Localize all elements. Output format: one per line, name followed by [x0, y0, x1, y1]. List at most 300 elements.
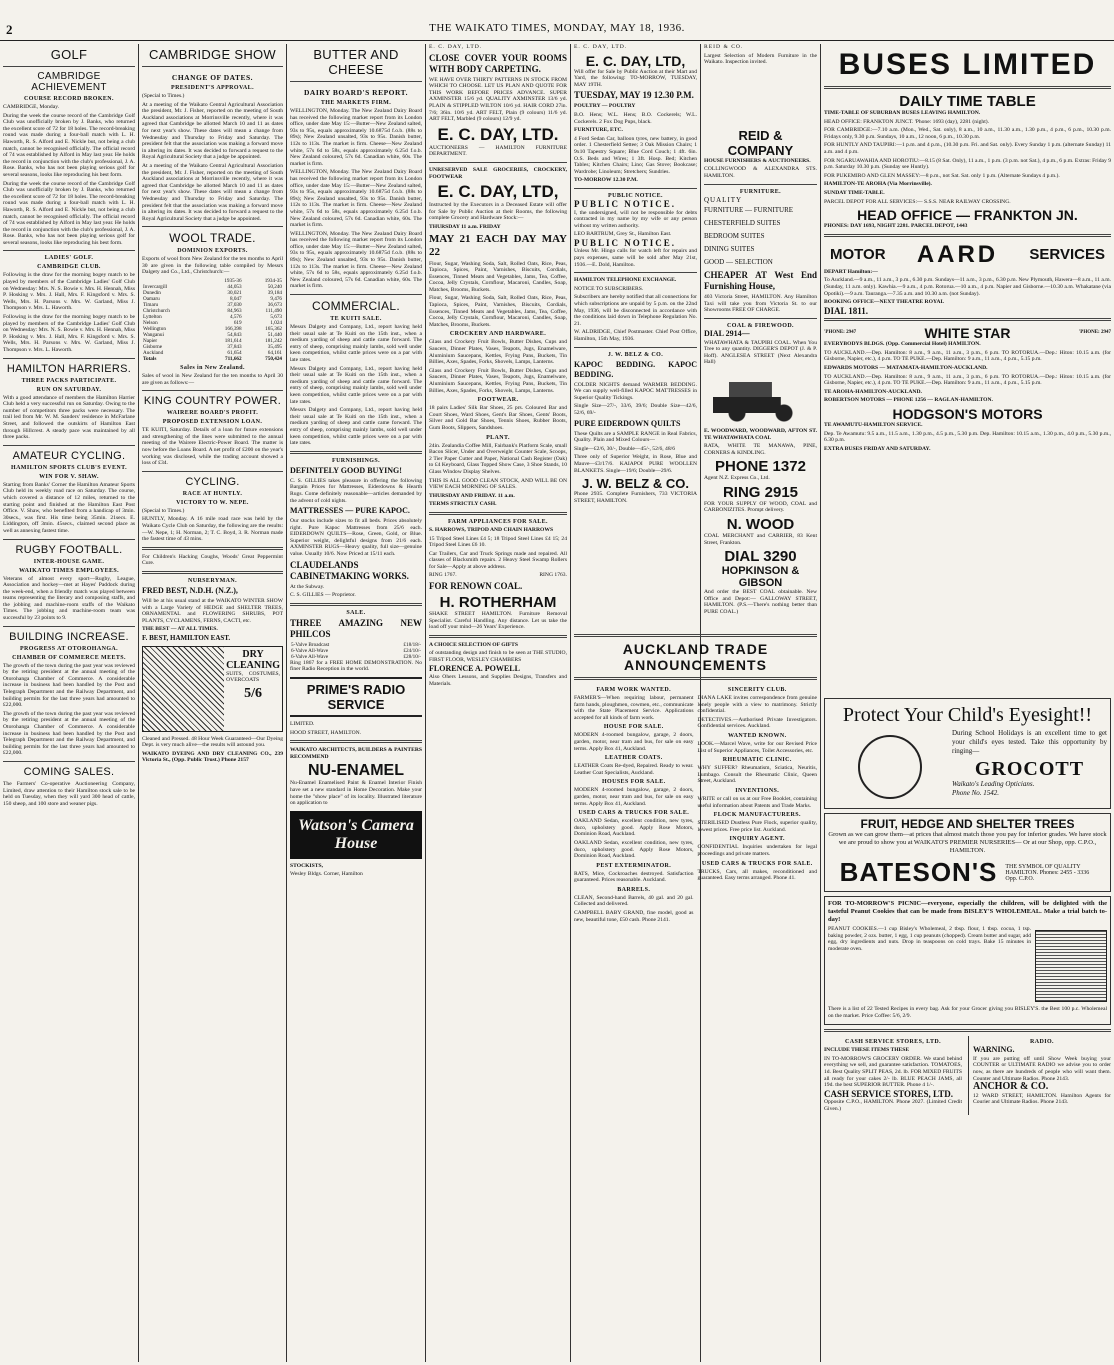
- used-cars-text: TRUCKS, Cars, all makes, reconditioned and guaranteed. Easy terms arranged. Phone 41.: [697, 868, 817, 882]
- cycling2-text: HUNTLY, Monday. A 16 mile road race was held by the Waikato Cycle Club on Saturday, the following are the results:—W. Nepe, 1; H. Norman, 2; T. C. Boyd, 3. R. Norman made the fastest time of 43 mins.: [142, 516, 283, 543]
- nursery-name: FRED BEST, N.D.H. (N.Z.),: [142, 585, 238, 595]
- furnishings-label: FURNISHINGS.: [332, 457, 380, 464]
- sale-days: THURSDAY 11 a.m. FRIDAY: [429, 223, 501, 230]
- exchange-sub: NOTICE TO SUBSCRIBERS.: [574, 285, 644, 292]
- farm-appliances-heading: FARM APPLIANCES FOR SALE.: [448, 518, 548, 525]
- public-notice-heading: PUBLIC NOTICE.: [574, 198, 677, 209]
- ecday-label-top-2: E. C. DAY, LTD.: [574, 44, 628, 50]
- nu-enamel-heading: NU-ENAMEL: [308, 762, 404, 780]
- auckland-trade-section: [571, 630, 820, 1362]
- table-cell: 165,362: [265, 326, 282, 333]
- public-notice-heading-2: PUBLIC NOTICE.: [574, 237, 677, 248]
- wool-col-header: 1934-35: [264, 278, 282, 285]
- inventions-text: WRITE or call on us at our Free Booklet, containing useful information about Patents and Trade Marks.: [697, 795, 817, 809]
- coming-sales-heading: COMING SALES.: [23, 765, 115, 778]
- table-cell: Invercargill: [143, 284, 168, 291]
- bus-route-1: FOR CAMBRIDGE:—7.10 a.m. (Mon., Wed., Sat. only), 8 a.m., 10 a.m., 11.30 a.m., 1.30 p.m., 4 p.m., 6 p.m., 10.30 p.m. Fridays only, 9.30 p.m. Sundays, 10 a.m., 12 noon, 6 p.m., 10.30 p.m.: [824, 127, 1111, 140]
- cash-service-ad: [824, 1036, 962, 1114]
- house-sale-text-2: MODERN 4-roomed bungalow, garage, 2 doors, garden, motor, near tram and bus, for sale on easy terms. Apply Box 41, Auckland.: [574, 787, 694, 807]
- inquiry-text: CONFIDENTIAL Inquiries undertaken for legal proceedings and private matters.: [697, 844, 817, 857]
- rotherham-text: SHAKE STREET HAMILTON. Furniture Removal Specialist. Careful Handling. Any distance. Let us take the load off your mind—26 Years' Experience.: [429, 611, 567, 631]
- wanted-heading: WANTED KNOWN.: [727, 732, 787, 739]
- westend-heading: CHEAPER AT West End Furnishing House,: [704, 270, 817, 292]
- commercial-heading: COMMERCIAL.: [312, 299, 400, 314]
- table-cell: 166,398: [224, 326, 242, 333]
- head-office-heading: HEAD OFFICE — FRANKTON JN.: [857, 207, 1078, 224]
- wool-heading: WOOL TRADE.: [169, 231, 256, 246]
- sunday-timetable: SUNDAY TIME-TABLE.: [824, 189, 885, 196]
- ecday-label-top: E. C. DAY, LTD.: [429, 44, 483, 50]
- table-cell: 51,440: [267, 332, 282, 339]
- cycling-sub2: WIN FOR V. SHAW.: [39, 473, 99, 480]
- belz-heading: J. W. BELZ & CO.: [582, 476, 689, 492]
- n-wood-heading: N. WOOD: [726, 516, 795, 534]
- furniture-line-3: BEDROOM SUITES: [704, 232, 765, 241]
- kapoc-text: COLDER NIGHTS demand WARMER BEDDING. We can supply well-filled KAPOC MATTRESSES in Superior Quality Tickings.: [574, 381, 697, 401]
- rheumatic-heading: RHEUMATIC CLINIC.: [722, 757, 792, 764]
- leather-text: LEATHER Coats Re-dyed, Repaired. Ready to wear. Leather Coat Specialists, Auckland.: [574, 763, 694, 776]
- grocott-illustration: [828, 729, 952, 805]
- table-cell: Wellington: [143, 326, 166, 333]
- farm-work-text: FARMER'S—When requiring labour, permanent farm hands, ploughmen, cowmen, etc., communicate with the State Placement Service. Applications accepted for all kinds of farm work.: [574, 695, 694, 721]
- ecday-sub: AUCTIONEERS — HAMILTON FURNITURE DEPARTMENT.: [429, 144, 567, 158]
- daily-timetable-heading: DAILY TIME TABLE: [899, 93, 1036, 110]
- may-dates: MAY 21 EACH DAY MAY 22: [429, 232, 567, 258]
- show-special: (Special to Times.): [142, 93, 185, 99]
- bus-route-4: FOR PUKEMIRO AND GLEN MASSEY:—8 p.m., not Sat. Sat. only 1 p.m. (Alternate Sundays 4 p.m.).: [824, 172, 1060, 179]
- table-cell: Gisborne: [143, 344, 163, 351]
- power-text: TE KUITI, Saturday. Details of a loan for future extensions and strengthening of the lines were submitted to the annual meeting of the Wairere Electric-Power Board. The matter is now before the Loans Board. A net profit of £200 on the year's working was disclosed, while the trading account showed a loss of £34.: [142, 427, 283, 467]
- hopkinson-text: And order the BEST COAL obtainable. New Office and Depot:— GALLOWAY STREET, HAMILTON. (P.S.—There's nothing better than PURE COAL.): [704, 589, 817, 616]
- harriers-sub: THREE PACKS PARTICIPATE.: [21, 377, 117, 384]
- table-cell: 9,476: [270, 296, 282, 303]
- claudelands-heading: CLAUDELANDS CABINETMAKING WORKS.: [290, 559, 409, 581]
- sale-time: TO-MORROW 12.30 P.M.: [574, 177, 638, 184]
- table-cell: 5-Valve Broadcast: [291, 641, 330, 648]
- cash-service-text: IN TO-MORROW'S GROCERY ORDER. We stand behind everything we sell, and guarantee satisfaction. TOMATOES, 1d. Best Quality SPLIT PEAS, 2d. lb. FOR MIXED FRUITS all ready for your cakes 2/- lb. BLUE PEACH JAMS, all 19d. the best SUPERIOR BUTTER. Phone 4 1/-.: [824, 1055, 962, 1089]
- furniture-line-1: FURNITURE — FURNITURE: [704, 206, 794, 215]
- edwards-motors: EDWARDS MOTORS — MATAMATA-HAMILTON-AUCKLAND.: [824, 365, 988, 372]
- cycling2-sub2: VICTORY TO W. NEPE.: [176, 499, 249, 506]
- dry-cleaning-items: SUITS, COSTUMES, OVERCOATS: [226, 670, 280, 684]
- show-sub: CHANGE OF DATES.: [171, 73, 254, 82]
- edwards-text: TO AUCKLAND.—Dep. Hamilton: 8 a.m., 9 a.m., 11 a.m., 3 p.m., 6 p.m. TO ROTORUA.—Dep.: Hiton: 10.15 a.m. (for Gisborne, Napier, etc.), 4 p.m. TO TE PUKE.—Dep. Hamilton: 9 a.m., 11 a.m., 4 p.m., 5.15 p.m.: [824, 373, 1111, 387]
- table-cell: 44,053: [227, 284, 242, 291]
- terms-text: THIS IS ALL GOOD CLEAN STOCK, AND WILL BE ON VIEW EACH MORNING OF SALES.: [429, 477, 567, 491]
- commercial-text: Messrs Dalgety and Company, Ltd., report having held their usual sale at Te Kuiti on the 15th inst., when a medium yarding of sheep and cattle came forward. The entry of sheep, comprising mainly lambs, sold well under keen competition, whilst cattle prices were on a par with late rates.: [290, 324, 422, 363]
- radio-text: If you are putting off until Show Week buying your COUNTER or ULTIMATE RADIO we advise you to order now, as there are hundreds of people who will want them. Counter and Ultimate Radios. Phone 2143.: [973, 1055, 1111, 1082]
- delivery-truck-illustration: [704, 369, 817, 425]
- table-cell: 37,030: [227, 302, 242, 309]
- detectives-text: DETECTIVES.—Authorised Private Investigators. Confidential services. Auckland.: [697, 716, 817, 730]
- furniture-text: 4 Ford Sedan Car, balloon tyres, new battery, in good order. 1 Chesterfield Settee; 3 Oak Mission Chairs; 1 9x10 Tapestry Square; Blue Cord Couch; 1 4ft. 6in. O.S. Beds and Wires; 1 3ft. Hosp. Bed; Kitchen Tables; Kitchen Chairs; Lino; Gas Stove; Bookcase; Wardrobe; Linoleum; Stretchers; Sundries.: [574, 135, 697, 175]
- grocott-name: GROCOTT: [974, 758, 1085, 780]
- dry-cleaning-illustration: [143, 647, 224, 731]
- everybodys-bldgs: EVERYBODYS BLDGS. (Opp. Commercial Hotel) HAMILTON.: [824, 341, 981, 348]
- rugby-sub2: WAIKATO TIMES EMPLOYEES.: [18, 567, 120, 574]
- column-buses: [821, 44, 1114, 694]
- show-text-cont: At a meeting of the Waikato Central Agricultural Association the president, Mr. J. Fisher, reported on the meeting of South Auckland associations at Morrinsville recently, where it was agreed that Cambridge be allotted March 10 and 11 as dates for next year's show. These dates will mean a change from Wednesday and Thursday to Friday and Saturday. The president felt that the association was making a forward move in altering its dates. It was decided to forward a request to the Royal Agricultural Society that a judge be appointed.: [142, 162, 283, 222]
- belz-address: Phone 2935. Complete Furnishers, 733 VICTORIA STREET, HAMILTON.: [574, 491, 697, 504]
- gifts-name: FLORENCE A. POWELL: [429, 663, 520, 673]
- white-star-phone-right: 'PHONE: 2947: [1078, 330, 1111, 336]
- coal-phone-1: RING 1767.: [429, 572, 457, 579]
- footwear-heading: FOOTWEAR.: [477, 397, 519, 404]
- picnic-footer: There is a list of 22 Tested Recipes in every bag. Ask for your Grocer giving you BISLEY'S. the Best 100 p.c. Wholemeal on the market. Price Coffee: 5/6, 2/9.: [828, 1006, 1107, 1019]
- page-number: 2: [6, 22, 13, 37]
- woods-cure-ad: For Children's Hacking Coughs, Woods' Great Peppermint Cure.: [142, 553, 283, 567]
- reid-intro: Largest Selection of Modern Furniture in the Waikato. Inspection invited.: [704, 52, 817, 66]
- nursery-text: Will be at his usual stand at the WAIKATO WINTER SHOW with a Large Variety of HEDGE and SHELTER TREES, ORNAMENTAL and FLOWERING SHRUBS, POT PLANTS, CYCLAMENS, FERNS, CACTI, etc.: [142, 597, 283, 624]
- gillies-text: C. S. GILLIES takes pleasure in offering the following Bargain Prices for Mattresses, Eiderdowns & Hearth Rugs. Come definitely reasonable—articles demanded by the advent of cold nights.: [290, 477, 422, 504]
- booking-office: BOOKING OFFICE—NEXT THEATRE ROYAL: [824, 299, 945, 306]
- table-cell: 84,963: [227, 308, 242, 315]
- harriers-heading: HAMILTON HARRIERS.: [6, 362, 132, 375]
- coal-phones: [429, 572, 567, 581]
- dry-cleaning-title: DRY CLEANING: [226, 648, 281, 671]
- table-cell: Nelson: [143, 320, 158, 327]
- table-cell: 111,490: [265, 308, 282, 315]
- gillies-heading: DEFINITELY GOOD BUYING!: [290, 465, 402, 475]
- rheumatic-text: WHY SUFFER? Rheumatism, Sciatica, Neuritis, Lumbago. Consult the Rheumatic Clinic, Queen Street, Auckland.: [697, 765, 817, 785]
- gifts-sub: Also Ohers Lessons, and Supplies Designs, Transfers and Materials.: [429, 674, 567, 687]
- radio-warning: WARNING.: [973, 1045, 1015, 1055]
- table-cell: 1,024: [270, 320, 282, 327]
- table-cell: £24/10/-: [403, 647, 421, 654]
- plant-text: 24in. Zealandia Coffee Mill, Fairbank's Platform Scale, small Bacon Slicer, Under and Overweight Counter Scale, Scoops, 2 Tier Paper Cutter and Paper, National Cash Register (Oak) to £4 Keyboard, Glass Topped Show Case, 3 Shoe Stands, 10 Glass Window Display Shelves.: [429, 442, 567, 475]
- coal-text: WHATAWHATA & TAUPIRI COAL. When You Tree to any quantity. DIGGER'S DEPOT (J. & P. Hoff). ANGLESEA STREET (Next Alexandra Hall): [704, 339, 817, 366]
- exchange-sig: W. ALDRIDGE, Chief Postmaster. Chief Post Office, Hamilton, 15th May, 1936.: [574, 329, 697, 342]
- harrows-heading: S. HARROWS, TRIPOD AND CHAIN HARROWS: [429, 526, 554, 533]
- eiderdown-prices: Single—£2/6, 30/-, Double—45/-, 52/6, 48/6: [574, 445, 675, 452]
- quality-heading: QUALITY: [704, 195, 743, 204]
- butter-sub: DAIRY BOARD'S REPORT.: [304, 88, 408, 97]
- sale-dates: THURSDAY AND FRIDAY. 11 a.m.: [429, 492, 515, 499]
- grocott-phone: Phone No. 1542.: [952, 788, 1000, 797]
- cash-stores-heading: CASH SERVICE STORES, LTD.: [824, 1088, 953, 1099]
- nu-enamel-label: WAIKATO ARCHITECTS, BUILDERS & PAINTERS RECOMMEND: [290, 747, 422, 760]
- commercial-text-cont2: Messrs Dalgety and Company, Ltd., report having held their usual sale at Te Kuiti on the 15th inst., when a medium yarding of sheep and cattle came forward. The entry of sheep, comprising mainly lambs, sold well under keen competition, whilst cattle prices were on a par with late rates.: [290, 407, 422, 447]
- table-cell: 4,576: [229, 314, 242, 321]
- footwear-text: 18 pairs Ladies' Silk Bar Shoes, 25 prs. Coloured Bar and Court Shoes, Ward Shoes, Gent's Bar Shoes, Gents' Boots, Silver and Gold Bar Shoes, Tennis Shoes, Rubber Boots, Gum Boots, Slippers, Sandshoes.: [429, 405, 567, 431]
- bus-route-2: FOR HUNTLY AND TAUPIRI:—1 p.m. and 4 p.m., (10.30 p.m. Fri. and Sat. only). Every Sunday 1 p.m. (alternate Sunday) 11 a.m. and 4 p.m.: [824, 142, 1111, 155]
- exchange-text: Subscribers are hereby notified that all connections for which subscriptions are unpaid by 5 p.m. on the 22nd May, 1936, will be disconnected in accordance with the conditions laid down in Telephone Regulation No. 21.: [574, 294, 697, 327]
- table-cell: 64,161: [267, 350, 282, 357]
- westend-address: 403 Victoria Street, HAMILTON. Any Hamilton Taxi will take you from Victoria St. to our Showrooms FREE OF CHARGE.: [704, 294, 817, 314]
- commercial-sub: TE KUITI SALE.: [330, 316, 382, 323]
- eiderdown-heading: PURE EIDERDOWN QUILTS: [574, 418, 681, 428]
- building-sub2: CHAMBER OF COMMERCE MEETS.: [12, 654, 126, 661]
- table-cell: 30,021: [227, 290, 242, 297]
- hodgson-sub: TE AWAMUTU-HAMILTON SERVICE.: [824, 422, 923, 429]
- trucks-text: Car Trailers, Car and Truck Springs made and repaired. All classes of Blacksmith repairs. 2 Heavy Steel Swamp Rollers for Sale—Apply at above address.: [429, 550, 567, 570]
- gifts-text: of outstanding design and finish to be seen at THE STUDIO, FIRST FLOOR, WESLEY CHAMBERS: [429, 650, 567, 664]
- used-cars-heading: USED CARS & TRUCKS FOR SALE.: [701, 860, 813, 867]
- column-right-ads: [821, 694, 1114, 1362]
- furniture-line-4: DINING SUITES: [704, 245, 755, 254]
- column-show-wool: [139, 44, 286, 1362]
- nursery-visit: THE BEST — AT ALL TIMES.: [142, 626, 218, 633]
- bisleys-ad: [824, 896, 1111, 1025]
- batesons-ad: [824, 813, 1111, 892]
- robertson-motors: ROBERTSON MOTORS — PHONE 1256 — RAGLAN-HAMILTON.: [824, 397, 993, 404]
- claudelands-prop: C. S. GILLIES — Proprietor.: [290, 592, 356, 599]
- te-aroha-heading: HAMILTON-TE AROHA (Via Morrinsville).: [824, 181, 932, 188]
- nurseryman-label: NURSERYMAN.: [187, 577, 238, 584]
- table-cell: 35,495: [267, 344, 282, 351]
- butter-text-cont: WELLINGTON, Monday. The New Zealand Dairy Board has received the following market report from its London office, under date May 15:—Butter—New Zealand salted, 93s to 95s, equals approximately 10.6875d f.o.b. (88s to 89s); New Zealand unsalted, 93s to 95s. Danish butter, 112s to 113s. The market is firm. Cheese—New Zealand white, 57s 6d to 58s, equals approximately 6.25d f.o.b. New Zealand coloured, 57s 6d. Canadian white, 60s. The market is firm.: [290, 169, 422, 229]
- philco-text: Ring 1867 for a FREE HOME DEMONSTRATION. No finer Radio Reception in the world.: [290, 659, 422, 673]
- services-label: SERVICES: [1029, 246, 1105, 264]
- column-reid-coal: [701, 44, 820, 624]
- bus-route-3: FOR NGARUAWAHIA AND HOROTIU:—8.15 (8 Sat. Only), 11 a.m., 1 p.m. (3 p.m. not Sat.), 4 p.m., 6 p.m. Extras: Friday 9 p.m. Saturday 10.30 p.m. (Sunday see Huntly).: [824, 157, 1111, 171]
- tuesday-date: TUESDAY, MAY 19 12.30 P.M.: [574, 90, 694, 101]
- fruit-trees-heading: FRUIT, HEDGE AND SHELTER TREES: [860, 817, 1075, 831]
- table-cell: 5,673: [270, 314, 282, 321]
- watsons-sub: STOCKISTS,: [290, 862, 324, 869]
- anchor-heading: ANCHOR & CO.: [973, 1081, 1049, 1093]
- harrows-text: 15 Tripod Steel Lines £4 5; 18 Tripod Steel Lines £4 15; 24 Tripod Steel Lines £6 10.: [429, 535, 567, 549]
- building-heading: BUILDING INCREASE.: [9, 630, 129, 643]
- butter-text-cont2: WELLINGTON, Monday. The New Zealand Dairy Board has received the following market report from its London office, under date May 15:—Butter—New Zealand salted, 93s to 95s, equals approximately 10.6875d f.o.b. (88s to 89s); New Zealand unsalted, 93s to 95s. Danish butter, 112s to 113s. The market is firm. Cheese—New Zealand white, 57s 6d to 58s, equals approximately 6.25d f.o.b. New Zealand coloured, 57s 6d. Canadian white, 60s. The market is firm.: [290, 230, 422, 290]
- reid-address: COLLINGWOOD & ALEXANDRA STS. HAMILTON.: [704, 166, 817, 179]
- mattress-heading: MATTRESSES — PURE KAPOC.: [290, 506, 410, 516]
- cycling-sub: HAMILTON SPORTS CLUB'S EVENT.: [11, 464, 127, 471]
- table-cell: Wanganui: [143, 332, 164, 339]
- dry-cleaning-price: 5/6: [244, 685, 262, 701]
- table-cell: Auckland: [143, 350, 164, 357]
- ring-text: FOR YOUR SUPPLY OF WOOD, COAL and CARBONIZITES. Prompt delivery.: [704, 500, 817, 514]
- batesons-sub: THE SYMBOL OF QUALITY HAMILTON. Phones: 2455 - 3336 Opp. C.P.O.: [1005, 863, 1090, 882]
- rugby-text: Veterans of almost every sport—Rugby, League, Association and hockey—met at Hayes' Paddock during the week-end, when a friendly match was played between teams representing the literary and composing staffs, and the jobbing and machine-room staffs of the Waikato Times. The jobbing and machine-room team was successful by 23 points to 9.: [3, 575, 135, 622]
- exchange-heading: HAMILTON TELEPHONE EXCHANGE.: [574, 277, 677, 284]
- coming-sales-text: The Farmers' Co-operative Auctioneering Company, Limited, draw attention to their Hamilton stock sale to be held on Tuesday, when they will yard 300 head of cattle, 150 sheep, and 100 store and weaner pigs.: [3, 780, 135, 807]
- buses-phones: PHONES: DAY 1693, NIGHT 2281. PARCEL DEPOT, 1443: [824, 223, 968, 230]
- buses-limited-heading: BUSES LIMITED: [838, 48, 1097, 81]
- wool-sales-text: Sales of wool in New Zealand for the ten months to April 30 are given as follows:—: [142, 373, 283, 386]
- cash-service-label: CASH SERVICE STORES, LTD.: [845, 1039, 941, 1046]
- instructed-text: Instructed by the Executors in a Deceased Estate will offer for Sale by Public Auction at their Rooms, the following complete Grocery and Hardware Stock:—: [429, 202, 567, 222]
- coal-dial: DIAL 2914—: [704, 328, 750, 338]
- table-cell: Oamaru: [143, 296, 160, 303]
- belz-label: J. W. BELZ & CO.: [607, 351, 664, 358]
- table-cell: 54,843: [227, 332, 242, 339]
- table-cell: 619: [233, 320, 242, 327]
- philco-heading: THREE AMAZING NEW PHILCOS: [290, 617, 422, 639]
- coal-firewood-label: COAL & FIREWOOD.: [727, 322, 794, 329]
- sale-label: SALE.: [346, 609, 366, 616]
- baby-grand-text: CAMPBELL BABY GRAND, fine model, good as new, beautiful tone, £50 cash. Phone 2141.: [574, 910, 694, 923]
- groceries-text: Flour, Sugar, Washing Soda, Salt, Rolled Oats, Rice, Peas, Tapioca, Spices, Paint, Varnishes, Biscuits, Cordials, Essences, Tinned Meats and Vegetables, Jams, Tea, Coffee, Cocoa, Jelly Crystals, Cornflour, Macaroni, Candles, Soap, Matches, Brooms, Buckets.: [429, 260, 567, 293]
- power-sub: WAIRERE BOARD'S PROFIT.: [166, 410, 259, 417]
- blankets-text: Three only of Superior Weight, in Rose, Blue and Mauve—£3/17/6. KAIAPOI PURE WOOLLEN BLANKETS. Single—19/6; Double—29/6.: [574, 454, 697, 474]
- suburban-heading: TIME-TABLE OF SUBURBAN BUSES LEAVING HAMILTON.: [824, 110, 981, 116]
- building-sub: PROGRESS AT OTOROHANGA.: [19, 645, 119, 652]
- gifts-heading: A CHOICE SELECTION OF GIFTS: [429, 641, 519, 648]
- sincerity-text: DIANA LAKE invites correspondence from genuine lonely people with a view to matrimony. Strictly confidential.: [697, 695, 817, 715]
- table-cell: 6-Valve All-Wave: [291, 647, 329, 654]
- sincerity-heading: SINCERITY CLUB.: [727, 687, 787, 693]
- column-dairy-commercial: [287, 44, 425, 1362]
- butter-sub2: THE MARKETS FIRM.: [320, 100, 392, 106]
- carpet-text: WE HAVE OVER THIRTY PATTERNS IN STOCK FROM WHICH TO CHOOSE. LET US PLAN AND QUOTE FOR THIS WORK BEFORE PRICES ADVANCE. SUPER AXMINSTER 15/6 yd. QUALITY AXMINSTER 13/6 yd. PLAIN & STIPPLED WILTON 10/6 yd. HAIR CORD 27in. 7/6; 36in. 10/6 yd. ART FELT, Plain (9 colours) 11/6 yd. ART FELT, Marbled (9 colours) 12/9 yd.: [429, 76, 567, 123]
- watsons-camera-house: Watson's Camera House: [290, 811, 422, 859]
- nu-enamel-text: Nu-Enamel Enamelised Paint & Enamel Interior Finish have set a new standard in Home Decoration. Make your home the "show place" of its locality. Illustrated literature on application to: [290, 780, 422, 807]
- claudelands-sub: At the Subway.: [290, 583, 325, 590]
- cambridge-club-sub: CAMBRIDGE CLUB.: [37, 264, 101, 271]
- aard-logo: AARD: [916, 240, 999, 268]
- show-text: At a meeting of the Waikato Central Agricultural Association the president, Mr. J. Fisher, reported on the meeting of South Auckland associations at Morrinsville recently, where it was agreed that Cambridge be allotted March 10 and 11 as dates for next year's show. These dates will mean a change from Wednesday and Thursday to Friday and Saturday. The president felt that the association was making a forward move in altering its dates. It was decided to forward a request to the Royal Agricultural Society that a judge be appointed.: [142, 101, 283, 161]
- cambridge-achievement-heading: CAMBRIDGE ACHIEVEMENT: [31, 71, 107, 93]
- leather-heading: LEATHER COATS.: [604, 755, 663, 762]
- furniture-label: FURNITURE.: [739, 188, 782, 195]
- farm-work-heading: FARM WORK WANTED.: [596, 687, 672, 693]
- aard-services-banner: [824, 241, 1111, 269]
- picnic-heading: FOR TO-MORROW'S PICNIC—everyone, especially the children, will be delighted with the tasteful Peanut Cookies that can be made from BISLEY'S WHOLEMEAL. Make a trial batch to-day!: [828, 900, 1107, 923]
- dry-cleaning-ad: [142, 646, 283, 732]
- building-text: The growth of the town during the past year was reviewed by the retiring president at the annual meeting of the Otorohanga Chamber of Commerce. A considerable increase in business had been handled by the Post and Telegraph Department and the Railway Department, and building permits for the last three years had amounted to £22,000.: [3, 662, 135, 709]
- hodgson-extra: EXTRA BUSES FRIDAY AND SATURDAY.: [824, 445, 931, 452]
- spectacles-icon: [858, 735, 922, 799]
- watsons-address: Wesley Bldgs. Corner, Hamilton: [290, 871, 363, 878]
- crockery-text: Glass and Crockery Fruit Bowls, Butter Dishes, Cups and Saucers, Dinner Plates, Vases, Teapots, Jugs, Enamelware, Aluminium Saucepans, Kettles, Frying Pans, Buckets, Tin Billies, Axes, Spades, Forks, Shovels, Lamps, Lanterns.: [429, 339, 567, 366]
- course-record-sub: COURSE RECORD BROKEN.: [24, 96, 114, 102]
- newspaper-title: THE WAIKATO TIMES, MONDAY, MAY 18, 1936.: [429, 22, 685, 34]
- primes-address: HOOD STREET, HAMILTON.: [290, 729, 362, 736]
- phone-1372: PHONE 1372: [715, 458, 806, 476]
- wool-text: Exports of wool from New Zealand for the ten months to April 30 are given in the following table compiled by Messrs Dalgety and Co., Ltd., Christchurch:—: [142, 256, 283, 276]
- table-cell: Timaru: [143, 302, 159, 309]
- n-wood-text: COAL MERCHANT and CARRIER, 83 Kent Street, Frankton.: [704, 533, 817, 546]
- renown-coal: FOR RENOWN COAL.: [429, 581, 523, 592]
- dry-cleaning-details: Cleaned and Pressed. 48 Hour Week Guaranteed—Our Dyeing Dept. is very much alive—the results will astound you.: [142, 735, 283, 749]
- nursery-address: F. BEST, HAMILTON EAST.: [142, 633, 231, 642]
- mattress-text: Our stocks include sizes to fit all beds. Prices absolutely right. Pure Kapoc Mattresses from 25/6 each. EIDERDOWN QUILTS—Rose, Green, Gold, or Blue. Superior weight, delightful designs from 21/6 each. AXMINSTER RUGS—Heavy quality, full size—genuine value. Usually 10/6. Now Priced at 15/11 each.: [290, 518, 422, 558]
- table-cell: Christchurch: [143, 308, 170, 315]
- offer-text: Will offer for Sale by Public Auction at their Mart and Yard, the following: TO-MORROW, TUESDAY, MAY 19TH.: [574, 68, 697, 88]
- radio-label: RADIO.: [1030, 1039, 1054, 1046]
- white-star-logo: WHITE STAR: [924, 325, 1011, 342]
- peanut-cookies-recipe: PEANUT COOKIES.—1 cup Bisley's Wholemeal, 2 tbsp. flour, 1 tbsp. cocoa, 1 tsp. baking powder, 2 ozs. butter, 1 egg, 1 cup peanuts (chopped). Cream butter and sugar, add egg, dry ingredients and nuts. Drop in teaspoons on cold trays. Bake 15 minutes in moderate oven.: [828, 926, 1031, 952]
- masthead: [0, 22, 1114, 41]
- column-ecday-auctions: [426, 44, 570, 1362]
- power-sub2: PROPOSED EXTENSION LOAN.: [162, 419, 263, 426]
- column-sports: [0, 44, 138, 1362]
- ladies-golf-text-cont: Following is the draw for the morning bogey match to be played by members of the Cambridge Ladies' Golf Club on Wednesday: Mrs. N. S. Bowie v. Mrs. H. Hennah, Miss P. Hosking v. Mrs. J. Hall, Mrs. F. Kingsford v. Mrs. S. Wells, Mrs. H. Parsons v. Mrs. W. Garland, Miss J. Thompson v. Mrs. L. Haworth.: [3, 314, 135, 353]
- exterminator-text: RATS, Mice, Cockroaches destroyed. Satisfaction guaranteed. Prices reasonable. Auckland.: [574, 870, 694, 884]
- golf-dateline: CAMBRIDGE, Monday.: [3, 104, 60, 110]
- furniture-line-2: CHESTERFIELD SUITES: [704, 219, 781, 228]
- house-sale-text: MODERN 4-roomed bungalow, garage, 2 doors, garden, motor, near tram and bus, for sale on easy terms. Apply Box 41, Auckland.: [574, 732, 694, 752]
- cars-text-2: OAKLAND Sedan, excellent condition, new tyres, duco, upholstery good. Apply Rose Motors, Dominion Road, Auckland.: [574, 839, 694, 860]
- booking-dial: DIAL 1811.: [824, 305, 869, 316]
- wool-sales-sub: Sales in New Zealand.: [180, 365, 245, 372]
- ecday-heading: E. C. DAY, LTD.: [437, 124, 559, 144]
- reid-label-top: REID & CO.: [704, 44, 744, 50]
- groceries-text-cont: Flour, Sugar, Washing Soda, Salt, Rolled Oats, Rice, Peas, Tapioca, Spices, Paint, Varnishes, Biscuits, Cordials, Essences, Tinned Meats and Vegetables, Jams, Tea, Coffee, Cocoa, Jelly Crystals, Cornflour, Macaroni, Candles, Soap, Matches, Brooms, Buckets.: [429, 295, 567, 328]
- butter-text: WELLINGTON, Monday. The New Zealand Dairy Board has received the following market report from its London office, under date May 15:—Butter—New Zealand salted, 93s to 95s, equals approximately 10.6875d f.o.b. (88s to 89s); New Zealand unsalted, 93s to 95s. Danish butter, 112s to 113s. The market is firm. Cheese—New Zealand white, 57s 6d to 58s, equals approximately 6.25d f.o.b. New Zealand coloured, 57s 6d. Canadian white, 60s. The market is firm.: [290, 108, 422, 167]
- flock-text: STERILISED Dustless Pure Flock, superior quality, lowest prices. Free price list. Auckland.: [697, 820, 817, 833]
- cycling2-sub: RACE AT HUNTLY.: [182, 490, 243, 497]
- fruit-trees-text: Grown as we can grow them—at prices that almost match those you pay for inferior grades. We have stock we are proud to show you at WAIKATO'S PREMIER NURSERIES— Or at our Shop, opp. C.P.O., HAMILTON.: [828, 831, 1107, 854]
- reid-sub: HOUSE FURNISHERS & AUCTIONEERS.: [704, 157, 811, 164]
- table-cell: Lyttelton: [143, 314, 162, 321]
- public-notice-text: I, the undersigned, will not be responsible for debts contracted in my name by my wife or any person without my written authority.: [574, 209, 697, 229]
- parcel-depot: PARCEL DEPOT FOR ALL SERVICES:— S.S.S. NEAR RAILWAY CROSSING.: [824, 198, 1011, 205]
- head-office-line: HEAD OFFICE: FRANKTON JUNCT. 'Phone: 1693 (day), 2281 (night).: [824, 118, 990, 125]
- crockery-text-cont: Glass and Crockery Fruit Bowls, Butter Dishes, Cups and Saucers, Dinner Plates, Vases, Teapots, Jugs, Enamelware, Aluminium Saucepans, Kettles, Frying Pans, Buckets, Tin Billies, Axes, Spades, Forks, Shovels, Lamps, Lanterns.: [429, 367, 567, 394]
- anchor-radio-ad: [968, 1036, 1111, 1114]
- table-cell: Dunedin: [143, 290, 161, 297]
- cash-stores-address: Opposite C.P.O., HAMILTON. Phone 2027. (Limited Credit Given.): [824, 1099, 962, 1112]
- eiderdown-text: These Quilts are a SAMPLE RANGE in Real Fabrics, Quality. Plain and Mixed Colours—: [574, 430, 697, 444]
- wool-table: [142, 278, 283, 362]
- table-cell: 50,240: [267, 284, 282, 291]
- table-cell: 37,843: [227, 344, 242, 351]
- reid-company-heading: REID & COMPANY: [727, 127, 794, 158]
- philco-price-table: [290, 642, 422, 660]
- furniture-line-5: GOOD — SELECTION: [704, 258, 773, 267]
- aard-text: To Auckland.—9 a.m., 11 a.m., 3 p.m., 6.30 p.m. Sundays—11 a.m., 3 p.m., 6.30 p.m. New Plymouth, Hawera—8 a.m., 11 a.m. (Sunday, 11 a.m. only). Kawhia.—9 a.m., 4 p.m. Rotorua.—10 a.m., 4 p.m. Napier and Gisborne.—10.30 a.m. Whakatane (via Opotiki).—9 a.m. Tauranga.—7.35 a.m. and 10.30 a.m. (not Sunday).: [824, 277, 1111, 297]
- rugby-heading: RUGBY FOOTBALL.: [15, 543, 123, 556]
- table-cell: 8,047: [229, 296, 242, 303]
- inventions-heading: INVENTIONS.: [735, 787, 780, 794]
- cash-include-items: INCLUDE THESE ITEMS THESE: [824, 1047, 910, 1054]
- table-cell: 36,673: [267, 302, 282, 309]
- grocott-ad: [824, 698, 1111, 809]
- ladies-golf-heading: LADIES' GOLF.: [44, 255, 94, 262]
- golf-text-cont: During the week the course record of the Cambridge Golf Club was unofficially broken by J. Banks, who returned the excellent score of 72 for 18 holes. The record-breaking round was made during a four-ball match with L. H. Haworth, R. S. Alford and E. Nickle but, not being a club match, cannot be recognised officially. The official record of 74 was established by Alford in May last year. He holds the record in conjunction with the club's professional, J. A. Rose. Banks, who has not been playing serious golf for several seasons, looks like reproducing his best form.: [3, 180, 135, 246]
- table-cell: 6-Valve All-Wave: [291, 653, 329, 660]
- cars-text: OAKLAND Sedan, excellent condition, new tyres, duco, upholstery good. Apply Rose Motors, Dominion Road, Auckland.: [574, 818, 694, 838]
- ecday-heading-3: E. C. DAY, LTD,: [585, 52, 686, 69]
- kapoc-prices: Single Size—27/-, 33/6, 39/6; Double Size—42/6, 52/6, 69/-: [574, 403, 697, 416]
- furniture-heading: FURNITURE, ETC.: [574, 127, 623, 134]
- power-heading: KING COUNTRY POWER.: [143, 395, 282, 408]
- wool-table-total: [142, 356, 283, 362]
- table-cell: 750,424: [265, 356, 282, 363]
- inquiry-heading: INQUIRY AGENT.: [729, 836, 785, 843]
- motor-label: MOTOR: [830, 246, 886, 264]
- show-sub2: PRESIDENT'S APPROVAL.: [171, 85, 254, 91]
- table-cell: 711,662: [225, 356, 242, 363]
- rotherham-heading: H. ROTHERHAM: [439, 594, 557, 612]
- terms-cash: TERMS STRICTLY CASH.: [429, 501, 497, 508]
- woodward-address: Agent N.Z. Express Co., Ltd.: [704, 475, 770, 482]
- public-notice-text-2: Unless Mr. Hingo calls for watch left for repairs and pays expenses, same will be sold after May 21st, 1936.—E. Dold, Hamilton.: [574, 248, 697, 268]
- table-cell: Totals: [143, 356, 157, 363]
- hodgsons-motors: HODGSON'S MOTORS: [892, 406, 1043, 423]
- table-cell: £28/10/-: [403, 653, 421, 660]
- golf-heading: GOLF: [50, 47, 88, 62]
- table-cell: 39,184: [267, 290, 282, 297]
- woodward-text: RATA, WHITE TE MANAWA, PINE, CORNERS & KINDLING.: [704, 443, 817, 456]
- grocott-sub: Waikato's Leading Opticians.: [952, 780, 1035, 788]
- unreserved-heading: UNRESERVED SALE GROCERIES, CROCKERY, FOOTWEAR: [429, 166, 567, 180]
- white-star-phone-left: 'PHONE: 2947: [824, 330, 857, 336]
- aard-depart: DEPART Hamilton:—: [824, 268, 878, 275]
- public-notice-label: PUBLIC NOTICE.: [608, 192, 663, 199]
- close-cover-heading: CLOSE COVER YOUR ROOMS WITH BODY CARPETING.: [429, 52, 567, 74]
- anchor-address: 12 WARD STREET, HAMILTON. Hamilton Agents for Courier and Ultimate Radios. Phone 2143.: [973, 1092, 1111, 1106]
- te-aroha-auckland: TE AROHA-HAMILTON-AUCKLAND.: [824, 388, 922, 395]
- woodward-heading: E. WOODWARD, WOODWARD, AFTON ST. TE WHATAWHATA COAL: [704, 427, 817, 441]
- eyesight-heading: Protect Your Child's Eyesight!!: [842, 704, 1093, 726]
- table-cell: 61,654: [227, 350, 242, 357]
- table-cell: 181,614: [224, 338, 242, 345]
- dial-3290: DIAL 3290: [724, 548, 797, 566]
- table-cell: £18/18/-: [403, 641, 421, 648]
